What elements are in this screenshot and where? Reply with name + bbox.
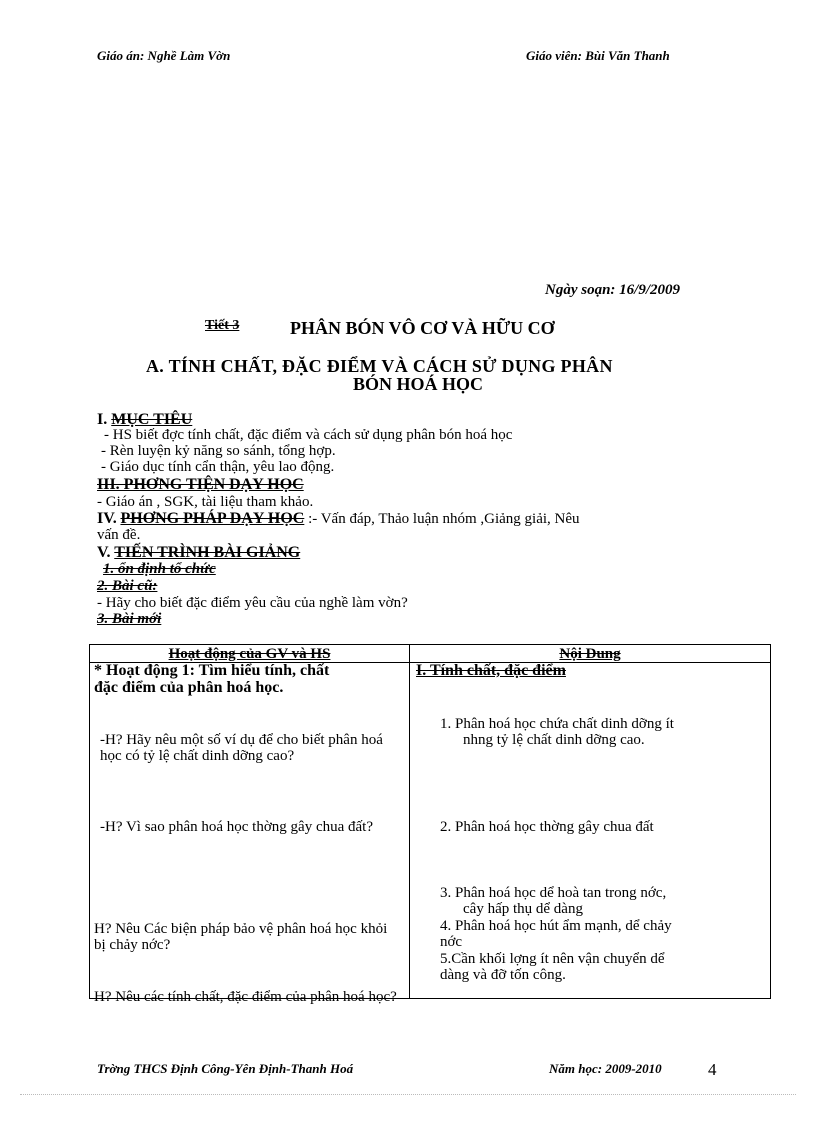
- methods-heading-text: PHƠNG PHÁP DẠY HỌC: [120, 510, 305, 527]
- content-cell: [410, 663, 771, 999]
- objective-item: - Rèn luyện kỷ năng so sánh, tổng hợp.: [101, 443, 336, 459]
- question-3: H? Nêu Các biện pháp bảo vệ phân hoá học khỏi bị chảy nớc?: [94, 921, 388, 953]
- process-step-2-question: - Hãy cho biết đặc điểm yêu cầu của nghề làm vờn?: [97, 595, 408, 611]
- process-step-3: 3. Bài mới: [97, 611, 162, 627]
- objective-item: - Giáo dục tính cẩn thận, yêu lao động.: [101, 459, 335, 475]
- content-item-5-cont: dàng và đỡ tốn công.: [440, 967, 566, 983]
- activity-1-title: * Hoạt động 1: Tìm hiểu tính, chất: [94, 662, 330, 679]
- objective-item: - HS biết đợc tính chất, đặc điểm và cách sử dụng phân bón hoá học: [104, 427, 513, 443]
- page-number: 4: [708, 1060, 717, 1079]
- footer-school-year: Năm học: 2009-2010: [549, 1061, 662, 1076]
- lesson-period: Tiết 3: [205, 318, 240, 333]
- process-step-1: 1. ổn định tổ chức: [103, 561, 216, 577]
- lesson-title: PHÂN BÓN VÔ CƠ VÀ HỮU CƠ: [290, 318, 555, 338]
- section-a-title-cont: BÓN HOÁ HỌC: [353, 374, 484, 394]
- content-heading: I. Tính chất, đặc điểm: [416, 662, 566, 679]
- lesson-table: [89, 644, 771, 1005]
- process-heading-text: TIẾN TRÌNH BÀI GIẢNG: [114, 544, 301, 561]
- header-left: Giáo án: Nghề Làm Vờn: [97, 48, 231, 63]
- objectives-heading-text: MỤC TIÊU: [111, 411, 193, 428]
- content-item-3: 3. Phân hoá học dể hoà tan trong nớc,: [440, 885, 667, 901]
- methods-line: [97, 511, 580, 527]
- content-item-2: 2. Phân hoá học thờng gây chua đất: [440, 819, 654, 835]
- methods-text-cont: vấn đề.: [97, 527, 141, 543]
- objectives-heading: [97, 412, 192, 428]
- section-a-title: A. TÍNH CHẤT, ĐẶC ĐIỂM VÀ CÁCH SỬ DỤNG PHÂN: [146, 356, 613, 376]
- column-header-content: Nội Dung: [410, 645, 771, 663]
- content-item-3-cont: cây hấp thụ dể dàng: [463, 901, 583, 917]
- content-item-5: 5.Cần khối lợng ít nên vận chuyển dể: [440, 951, 665, 967]
- process-heading-num: V.: [97, 544, 111, 561]
- process-step-2: 2. Bài cũ:: [97, 578, 158, 594]
- footer-school: Trờng THCS Định Công-Yên Định-Thanh Hoá: [97, 1061, 354, 1076]
- question-1: -H? Hãy nêu một số ví dụ để cho biết phân hoá học có tỷ lệ chất dinh dỡng cao?: [100, 732, 383, 764]
- table-header-row: [90, 645, 771, 663]
- page-divider: [20, 1094, 796, 1095]
- objectives-heading-num: I.: [97, 411, 108, 428]
- materials-heading: III. PHƠNG TIỆN DẠY HỌC: [97, 476, 304, 493]
- content-item-4-cont: nớc: [440, 934, 463, 950]
- column-header-activities: Hoạt động của GV và HS: [90, 645, 410, 663]
- content-item-1-cont: nhng tỷ lệ chất dinh dỡng cao.: [463, 732, 645, 748]
- materials-text: - Giáo án , SGK, tài liệu tham khảo.: [97, 494, 314, 510]
- content-item-4: 4. Phân hoá học hút ẩm mạnh, dể chảy: [440, 918, 672, 934]
- methods-heading-num: IV.: [97, 510, 117, 527]
- question-2: -H? Vì sao phân hoá học thờng gây chua đất?: [100, 819, 373, 835]
- date-line: Ngày soạn: 16/9/2009: [545, 282, 680, 298]
- process-heading: [97, 545, 300, 561]
- table-row: [90, 663, 771, 999]
- header-right: Giáo viên: Bùi Văn Thanh: [526, 48, 670, 63]
- methods-text: :- Vấn đáp, Thảo luận nhóm ,Giảng giải, Nêu: [308, 511, 580, 527]
- content-item-1: 1. Phân hoá học chứa chất dinh dỡng ít: [440, 716, 674, 732]
- activity-1-title-cont: đặc điểm của phân hoá học.: [94, 679, 284, 696]
- activities-cell: [90, 662, 410, 1005]
- question-4: H? Nêu các tính chất, đặc điểm của phân hoá học?: [94, 989, 397, 1005]
